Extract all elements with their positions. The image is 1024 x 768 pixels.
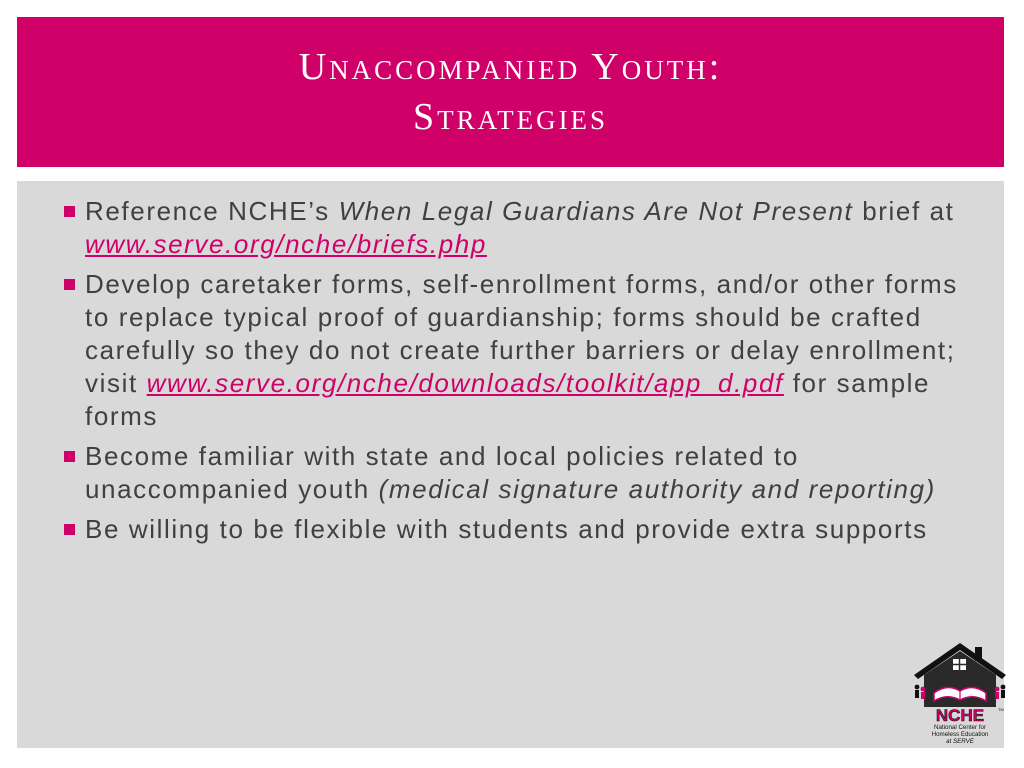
- toolkit-link[interactable]: www.serve.org/nche/downloads/toolkit/app_d.pdf: [146, 368, 784, 398]
- bullet-2-text-2: for sample forms: [85, 368, 931, 431]
- logo-trademark: TM: [998, 707, 1004, 712]
- bullet-item-1: [61, 195, 961, 261]
- square-bullet-icon: [64, 451, 75, 462]
- slide-title-line-2: Strategies: [412, 96, 609, 138]
- square-bullet-icon: [64, 524, 75, 535]
- nche-logo: [912, 641, 1008, 745]
- bullet-list: [61, 195, 961, 553]
- briefs-link[interactable]: www.serve.org/nche/briefs.php: [85, 229, 487, 259]
- bullet-3-parenthetical: (medical signature authority and reporting): [378, 474, 936, 504]
- logo-line-1: National Center for: [934, 724, 986, 731]
- bullet-1-text-2: brief at: [853, 196, 955, 226]
- bullet-1-text: Reference NCHE’s: [85, 196, 339, 226]
- title-band: [17, 17, 1004, 167]
- square-bullet-icon: [64, 279, 75, 290]
- content-panel: [17, 181, 1004, 748]
- logo-line-3: at SERVE: [946, 738, 974, 745]
- bullet-item-2: [61, 268, 961, 433]
- logo-line-2: Homeless Education: [931, 731, 989, 738]
- bullet-2-text: Develop caretaker forms, self-enrollment forms, and/or other forms to replace typical proof of guardianship; forms should be crafted carefully so they do not create further barriers or delay enrollment; visit: [85, 269, 958, 398]
- bullet-item-3: [61, 440, 961, 506]
- slide-title-line-1: Unaccompanied Youth:: [298, 46, 723, 88]
- bullet-3-text: Become familiar with state and local policies related to unaccompanied youth: [85, 441, 799, 504]
- square-bullet-icon: [64, 206, 75, 217]
- logo-acronym: NCHE: [935, 706, 985, 725]
- bullet-1-brief-title: When Legal Guardians Are Not Present: [338, 196, 854, 226]
- bullet-item-4: [61, 513, 961, 546]
- bullet-4-text: Be willing to be flexible with students and provide extra supports: [85, 514, 928, 544]
